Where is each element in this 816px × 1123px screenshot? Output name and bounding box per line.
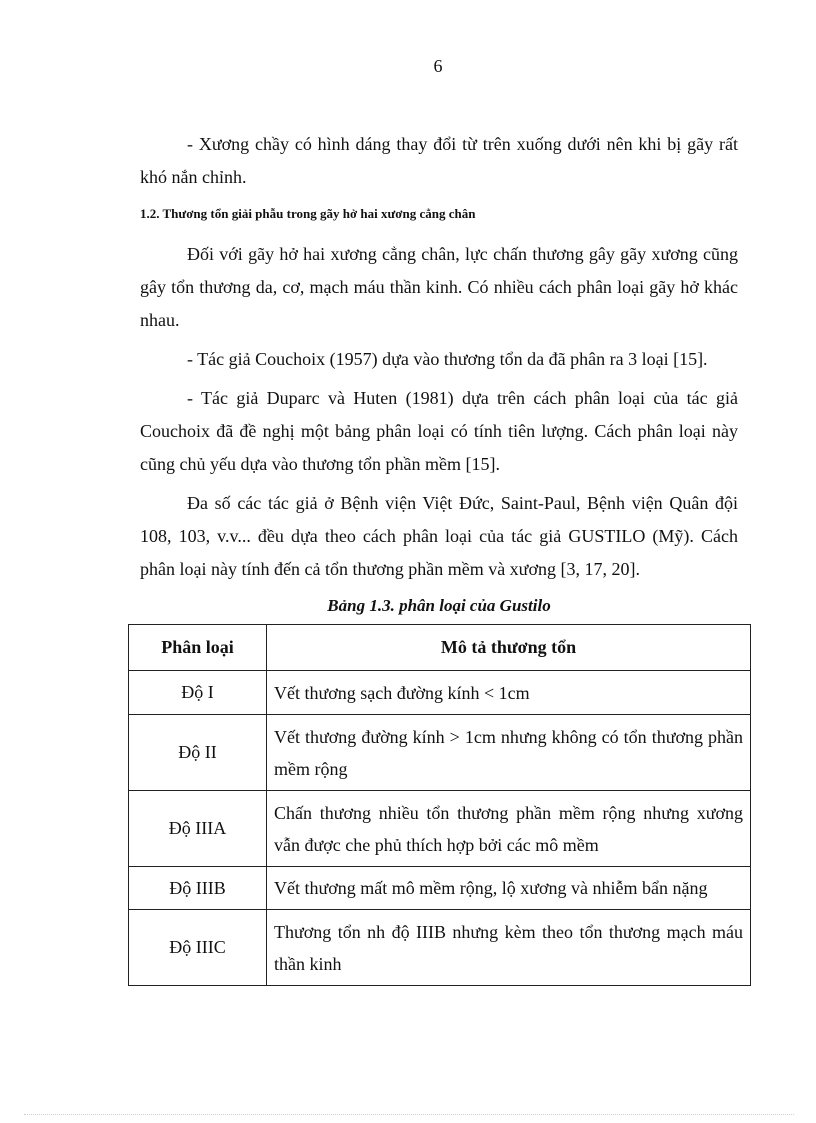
grade-cell: Độ I bbox=[129, 671, 267, 715]
paragraph-tibia-shape: - Xương chầy có hình dáng thay đổi từ trên xuống dưới nên khi bị gãy rất khó nắn chỉnh. bbox=[140, 134, 738, 187]
section-heading: 1.2. Thương tổn giải phẫu trong gãy hở hai xương cẳng chân bbox=[140, 206, 476, 221]
header-description: Mô tả thương tổn bbox=[267, 625, 751, 671]
gustilo-classification-table bbox=[128, 624, 751, 986]
grade-cell: Độ IIIC bbox=[129, 910, 267, 986]
description-cell: Thương tổn nh độ IIIB nhưng kèm theo tổn thương mạch máu thần kinh bbox=[267, 910, 751, 986]
description-cell: Vết thương sạch đường kính < 1cm bbox=[267, 671, 751, 715]
header-grade: Phân loại bbox=[129, 625, 267, 671]
table-row bbox=[129, 671, 751, 715]
grade-cell: Độ II bbox=[129, 715, 267, 791]
page-number: 6 bbox=[433, 56, 443, 76]
paragraph-gustilo: Đa số các tác giả ở Bệnh viện Việt Đức, Saint-Paul, Bệnh viện Quân đội 108, 103, v.v... đều dựa theo cách phân loại của tác giả GUSTILO (Mỹ). Cách phân loại này tính đến cả tổn thương phần mềm và xương [3, 17, 20]. bbox=[140, 493, 738, 579]
paragraph-couchoix: - Tác giả Couchoix (1957) dựa vào thương tổn da đã phân ra 3 loại [15]. bbox=[187, 349, 708, 369]
grade-cell: Độ IIIA bbox=[129, 791, 267, 867]
table-header-row bbox=[129, 625, 751, 671]
table-row bbox=[129, 715, 751, 791]
table-row bbox=[129, 867, 751, 910]
paragraph-open-fracture: Đối với gãy hở hai xương cẳng chân, lực chấn thương gây gãy xương cũng gây tổn thương da, cơ, mạch máu thần kinh. Có nhiều cách phân loại gãy hở khác nhau. bbox=[140, 244, 738, 330]
grade-cell: Độ IIIB bbox=[129, 867, 267, 910]
table-row bbox=[129, 791, 751, 867]
description-cell: Vết thương mất mô mềm rộng, lộ xương và nhiễm bẩn nặng bbox=[267, 867, 751, 910]
description-cell: Vết thương đường kính > 1cm nhưng không có tổn thương phần mềm rộng bbox=[267, 715, 751, 791]
footer-divider bbox=[24, 1114, 794, 1115]
page-content bbox=[140, 128, 743, 986]
paragraph-duparc-huten: - Tác giả Duparc và Huten (1981) dựa trên cách phân loại của tác giả Couchoix đã đề nghị một bảng phân loại có tính tiên lượng. Cách phân loại này cũng chủ yếu dựa vào thương tổn phần mềm [15]. bbox=[140, 388, 738, 474]
table-row bbox=[129, 910, 751, 986]
table-caption: Bảng 1.3. phân loại của Gustilo bbox=[327, 596, 551, 615]
description-cell: Chấn thương nhiều tổn thương phần mềm rộng nhưng xương vẫn được che phủ thích hợp bởi các mô mềm bbox=[267, 791, 751, 867]
